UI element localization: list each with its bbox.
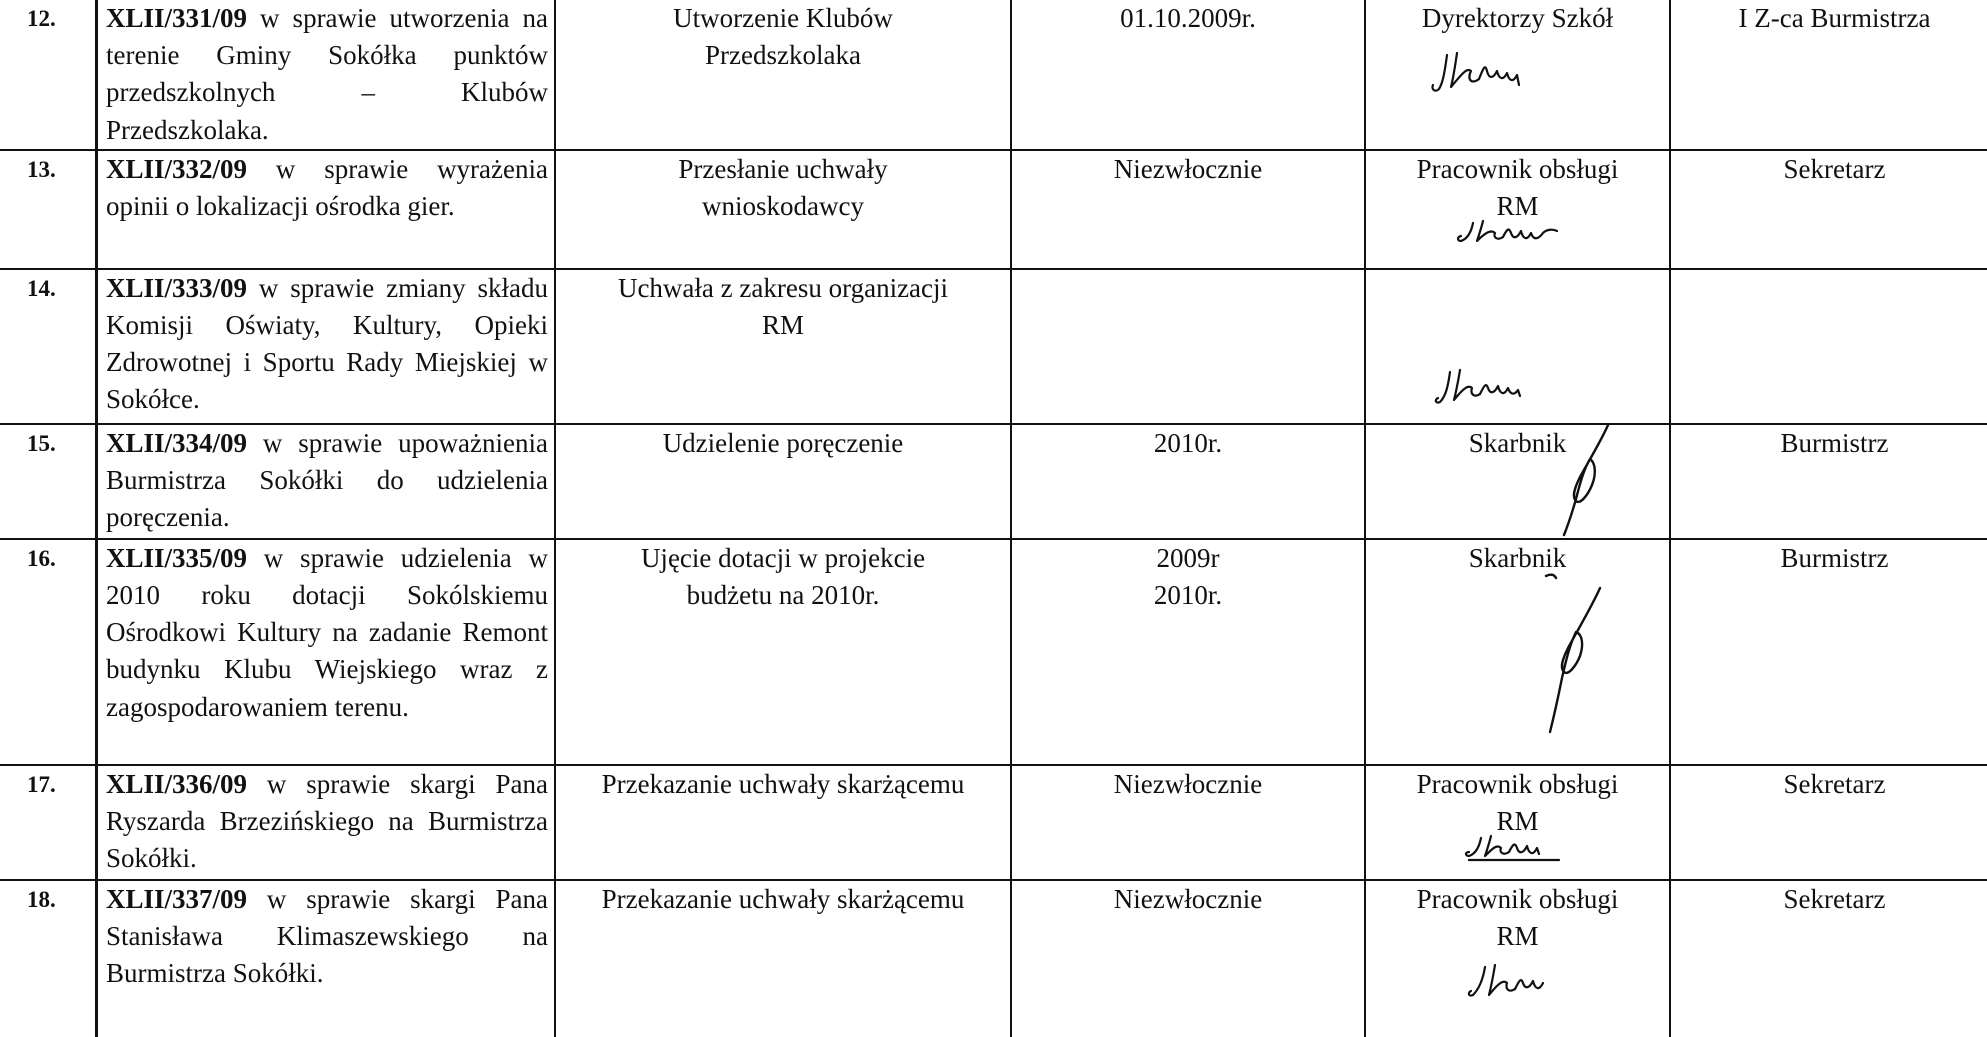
date-cell [1012, 0, 1364, 37]
row-number: 17. [27, 771, 56, 797]
date-cell [1012, 425, 1364, 462]
signature-initials [1463, 961, 1573, 1005]
signature-initials [1432, 366, 1552, 410]
resolution-cell [98, 425, 554, 537]
date-cell [1012, 540, 1364, 614]
task-line: wnioskodawcy [702, 191, 864, 222]
table-row [0, 765, 1987, 880]
date-line: 2009r [1156, 542, 1220, 573]
responsible-cell [1366, 766, 1669, 862]
supervisor-line: Sekretarz [1783, 768, 1886, 799]
responsible-line: Pracownik obsługi [1416, 153, 1619, 184]
supervisor-cell [1671, 881, 1987, 918]
resolution-id: XLII/335/09 [106, 542, 248, 573]
task-line: budżetu na 2010r. [686, 580, 880, 611]
row-number: 18. [27, 886, 56, 912]
task-line: Ujęcie dotacji w projekcie [640, 542, 926, 573]
task-cell [556, 151, 1010, 225]
resolution-cell [98, 766, 554, 878]
date-cell [1012, 151, 1364, 188]
resolution-id: XLII/336/09 [106, 768, 248, 799]
date-line: Niezwłocznie [1113, 883, 1263, 914]
task-line: Przedszkolaka [705, 40, 861, 71]
task-cell [556, 270, 1010, 344]
row-number: 16. [27, 545, 56, 571]
date-cell [1012, 766, 1364, 803]
resolution-text: w sprawie skargi Pana Ryszarda Brzezińskiego na Burmistrza Sokółki. [106, 768, 549, 874]
task-line: Udzielenie poręczenie [662, 427, 904, 458]
resolution-cell [98, 270, 554, 419]
resolution-cell [98, 151, 554, 225]
resolution-cell [98, 0, 554, 149]
task-line: RM [761, 310, 805, 341]
responsible-cell [1366, 0, 1669, 101]
responsible-line: RM [1496, 921, 1539, 952]
task-cell [556, 881, 1010, 918]
task-line: Przekazanie uchwały skarżącemu [601, 768, 965, 799]
responsible-cell [1366, 881, 1669, 1005]
responsible-cell [1366, 425, 1669, 462]
resolution-id: XLII/331/09 [106, 3, 248, 33]
resolution-id: XLII/333/09 [106, 272, 248, 303]
task-line: Przesłanie uchwały [678, 153, 888, 184]
task-cell [556, 0, 1010, 74]
resolution-text: w sprawie utworzenia na terenie Gminy Sokółka punktów przedszkolnych – Klubów Przedszkolaka. [106, 3, 548, 145]
task-line: Przekazanie uchwały skarżącemu [601, 883, 965, 914]
table-row [0, 0, 1987, 150]
table-row [0, 424, 1987, 539]
date-cell [1012, 881, 1364, 918]
responsible-line: Skarbnik [1468, 542, 1567, 573]
responsible-line: Pracownik obsługi [1416, 883, 1619, 914]
table-row [0, 880, 1987, 1037]
resolution-text: w sprawie udzielenia w 2010 roku dotacji Sokólskiemu Ośrodkowi Kultury na zadanie Remont budynku Klubu Wiejskiego wraz z zagospodarowaniem terenu. [106, 542, 548, 722]
signature-initials [1427, 45, 1547, 101]
row-number: 14. [27, 275, 56, 301]
supervisor-line: Burmistrz [1780, 427, 1889, 458]
date-line: Niezwłocznie [1113, 768, 1263, 799]
task-cell [556, 540, 1010, 614]
resolution-text: w sprawie wyrażenia opinii o lokalizacji ośrodka gier. [106, 153, 548, 222]
date-line: 2010r. [1153, 580, 1223, 611]
row-number: 12. [27, 6, 56, 31]
supervisor-cell [1671, 766, 1987, 803]
supervisor-line: Sekretarz [1783, 883, 1886, 914]
row-number: 13. [27, 156, 56, 182]
responsible-line: Dyrektorzy Szkół [1421, 3, 1614, 33]
responsible-cell [1366, 540, 1669, 577]
responsible-cell [1366, 366, 1669, 410]
resolution-text: w sprawie upoważnienia Burmistrza Sokółki do udzielenia poręczenia. [106, 427, 549, 533]
supervisor-cell [1671, 540, 1987, 577]
table-row [0, 539, 1987, 765]
table-row [0, 269, 1987, 424]
responsible-line: RM [1496, 191, 1539, 222]
resolution-cell [98, 881, 554, 993]
responsible-line: Pracownik obsługi [1416, 768, 1619, 799]
supervisor-line: I Z-ca Burmistrza [1738, 3, 1931, 33]
supervisor-line: Burmistrz [1780, 542, 1889, 573]
resolution-id: XLII/332/09 [106, 153, 248, 184]
supervisor-cell [1671, 0, 1987, 37]
date-line: 01.10.2009r. [1120, 3, 1256, 33]
supervisor-cell [1671, 151, 1987, 188]
responsible-line: Skarbnik [1468, 427, 1567, 458]
date-line: Niezwłocznie [1113, 153, 1263, 184]
resolution-text: w sprawie zmiany składu Komisji Oświaty, Kultury, Opieki Zdrowotnej i Sportu Rady Miejskiej w Sokółce. [106, 272, 548, 415]
resolution-id: XLII/337/09 [106, 883, 248, 914]
signature-scribble [1526, 564, 1616, 744]
resolution-cell [98, 540, 554, 726]
date-line: 2010r. [1153, 427, 1223, 458]
task-line: Utworzenie Klubów [673, 3, 893, 33]
supervisor-line: Sekretarz [1783, 153, 1886, 184]
row-number: 15. [27, 430, 56, 456]
resolution-id: XLII/334/09 [106, 427, 248, 458]
task-line: Uchwała z zakresu organizacji [617, 272, 949, 303]
task-cell [556, 425, 1010, 462]
task-cell [556, 766, 1010, 803]
table-row [0, 150, 1987, 269]
responsible-cell [1366, 151, 1669, 245]
supervisor-cell [1671, 425, 1987, 462]
responsible-line: RM [1496, 806, 1539, 837]
resolution-text: w sprawie skargi Pana Stanisława Klimaszewskiego na Burmistrza Sokółki. [106, 883, 549, 989]
